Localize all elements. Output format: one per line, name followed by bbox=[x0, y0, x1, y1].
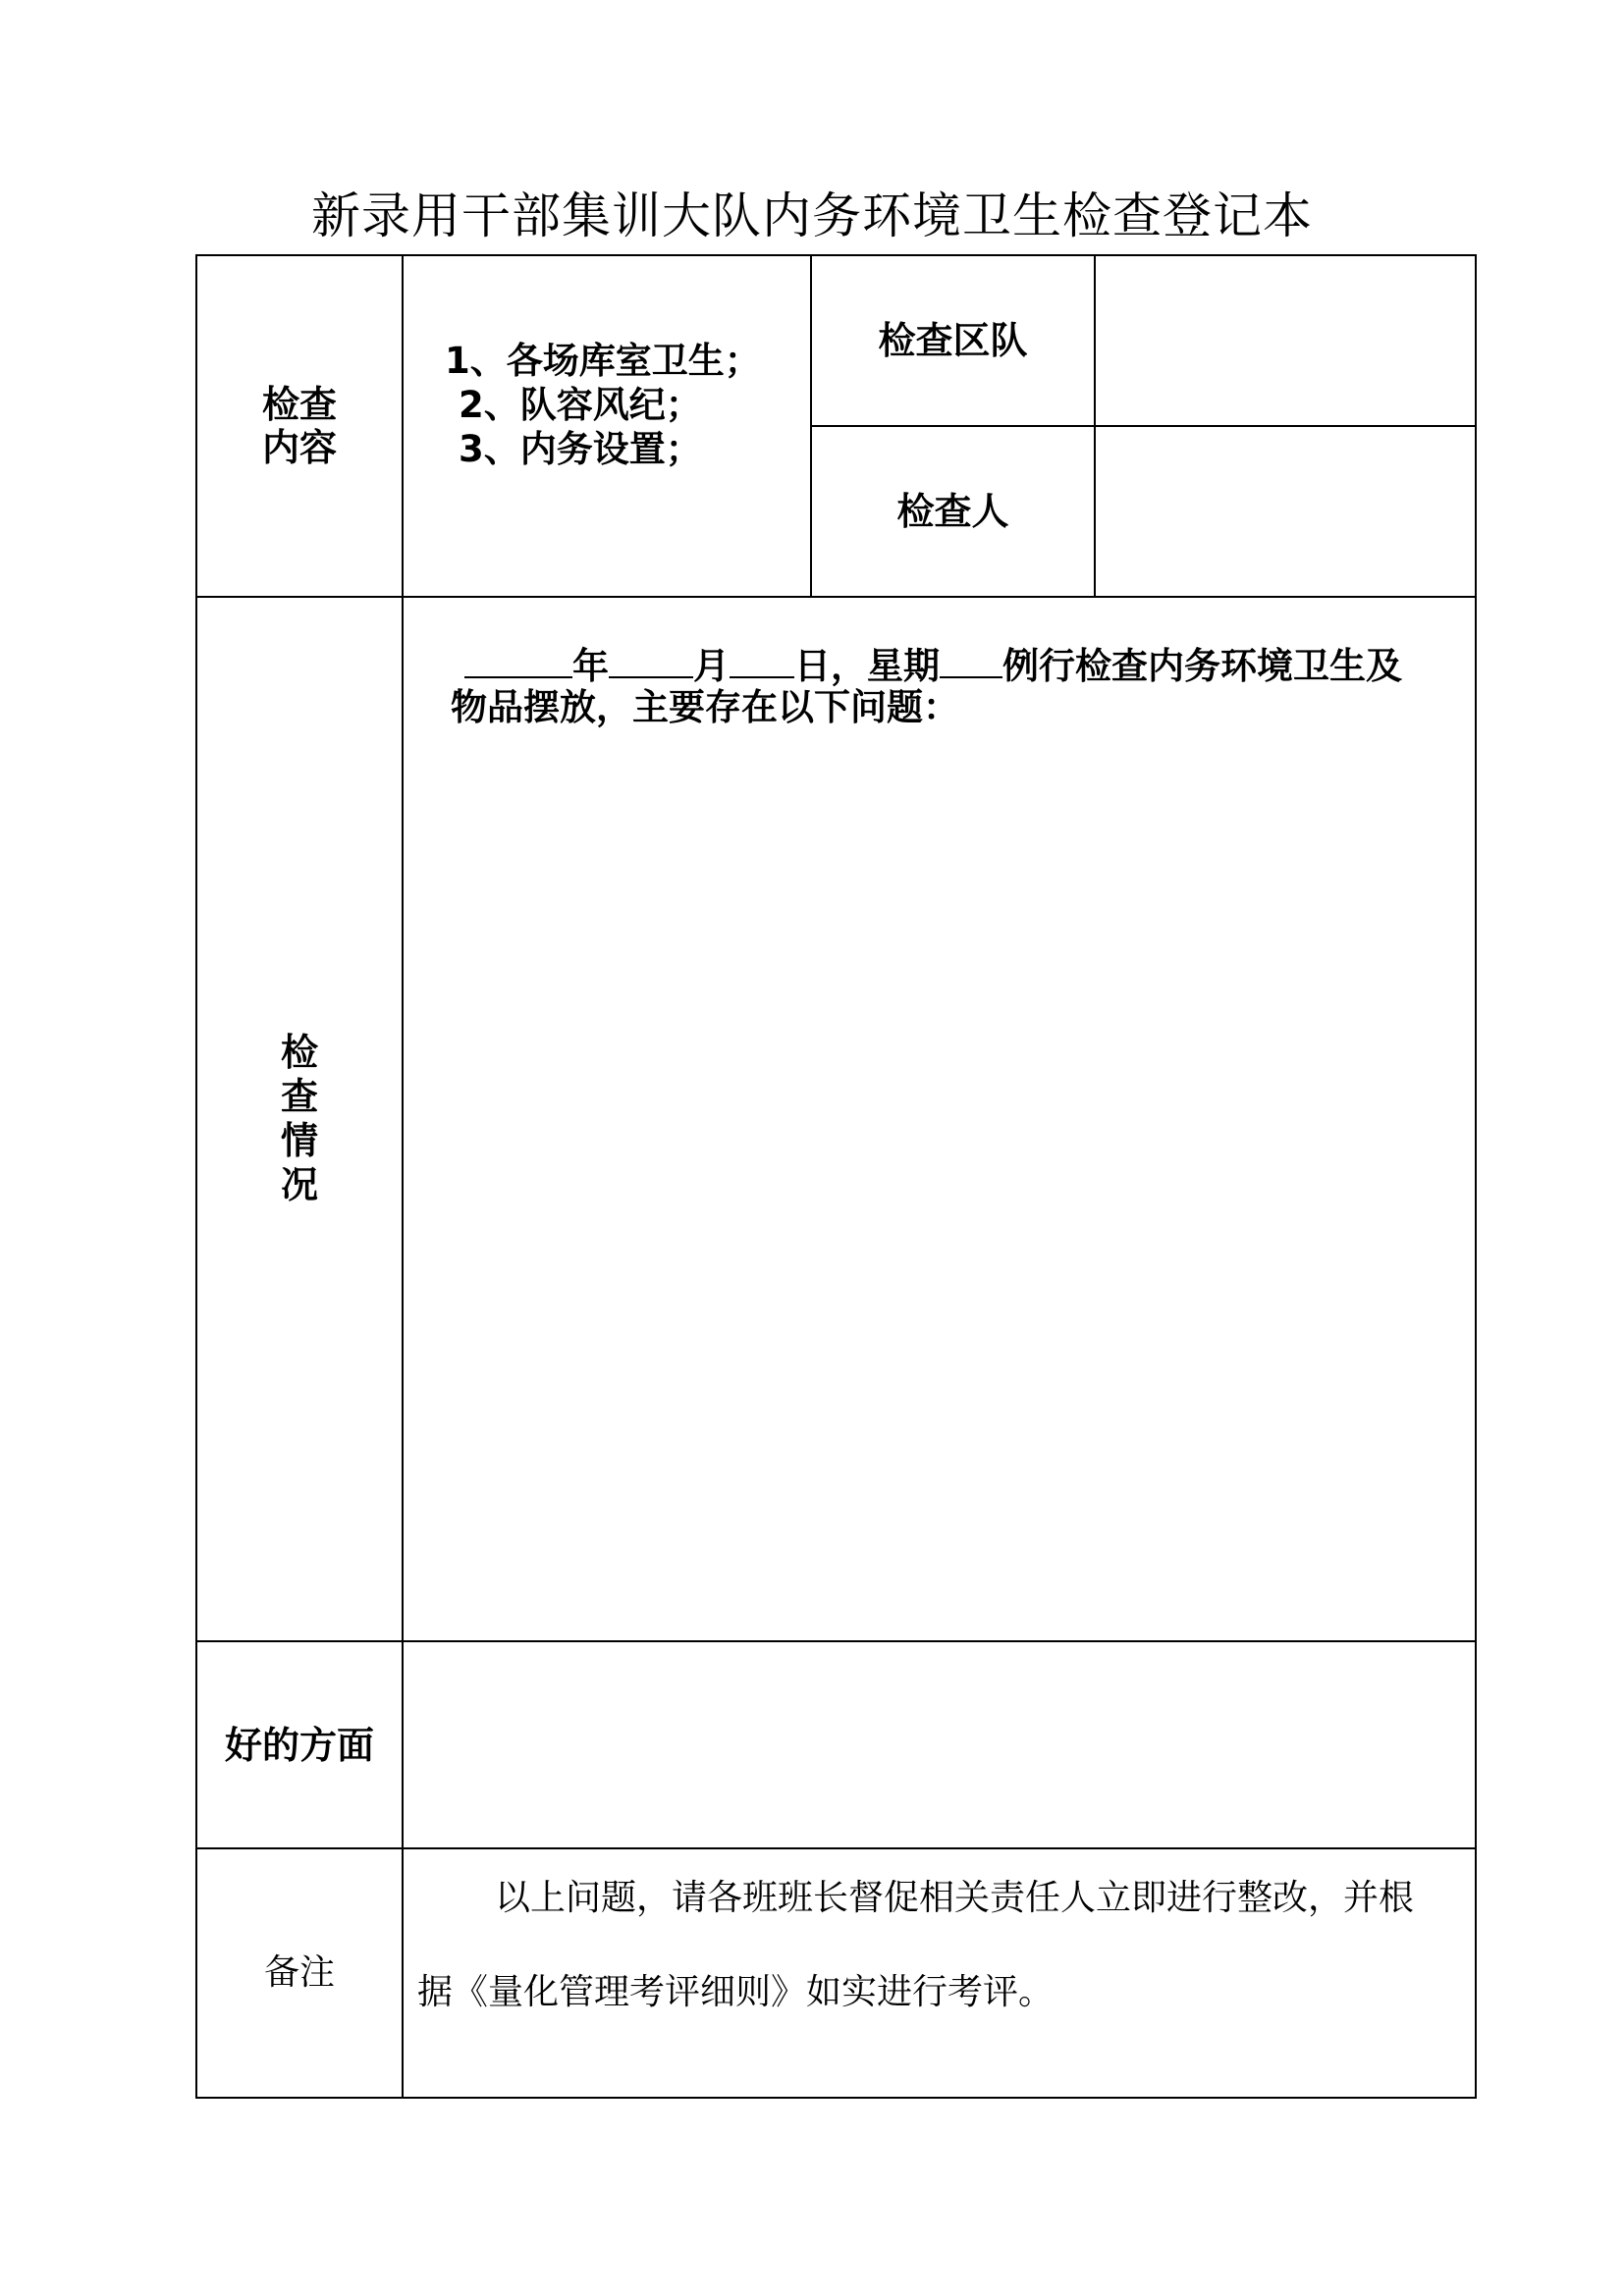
table-border-right bbox=[1475, 254, 1477, 2099]
month-blank[interactable] bbox=[609, 641, 693, 678]
remark-label: 备注 bbox=[263, 1952, 335, 1993]
day-blank[interactable] bbox=[730, 641, 794, 678]
situation-line-2: 物品摆放，主要存在以下问题： bbox=[451, 686, 959, 728]
area-label-cell bbox=[812, 256, 1094, 425]
inspector-value-field[interactable] bbox=[1096, 427, 1475, 596]
area-label: 检查区队 bbox=[878, 319, 1028, 362]
list-item: 2、队容风纪； bbox=[459, 384, 702, 426]
inspector-label: 检查人 bbox=[896, 490, 1009, 533]
remark-label-cell bbox=[197, 1849, 402, 2097]
situation-label: 检 查 情 况 bbox=[280, 1031, 318, 1206]
good-label-cell bbox=[197, 1642, 402, 1847]
content-label-cell bbox=[197, 256, 402, 596]
good-value-field[interactable] bbox=[404, 1642, 1475, 1847]
inspector-label-cell bbox=[812, 427, 1094, 596]
content-items-list bbox=[445, 339, 761, 471]
list-item: 3、内务设置； bbox=[459, 428, 702, 470]
situation-line-1: 年 月 日，星期 例行检查内务环境卫生及 bbox=[464, 641, 1402, 688]
content-items-cell bbox=[404, 256, 810, 596]
remark-line-1: 以上问题，请各班班长督促相关责任人立即进行整改，并根 bbox=[495, 1878, 1415, 1918]
page-title: 新录用干部集训大队内务环境卫生检查登记本 bbox=[311, 187, 1313, 244]
situation-label-cell bbox=[197, 598, 402, 1640]
good-label: 好的方面 bbox=[224, 1723, 374, 1767]
year-blank[interactable] bbox=[464, 641, 572, 678]
weekday-blank[interactable] bbox=[940, 641, 1002, 678]
content-label: 检查 内容 bbox=[261, 383, 337, 469]
table-border-bottom bbox=[195, 2097, 1477, 2099]
area-value-field[interactable] bbox=[1096, 256, 1475, 425]
situation-content-field[interactable] bbox=[404, 598, 1475, 1640]
remark-content-cell bbox=[404, 1849, 1475, 2097]
remark-line-2: 据《量化管理考评细则》如实进行考评。 bbox=[417, 1972, 1055, 2012]
list-item: 1、各场库室卫生； bbox=[445, 340, 761, 382]
